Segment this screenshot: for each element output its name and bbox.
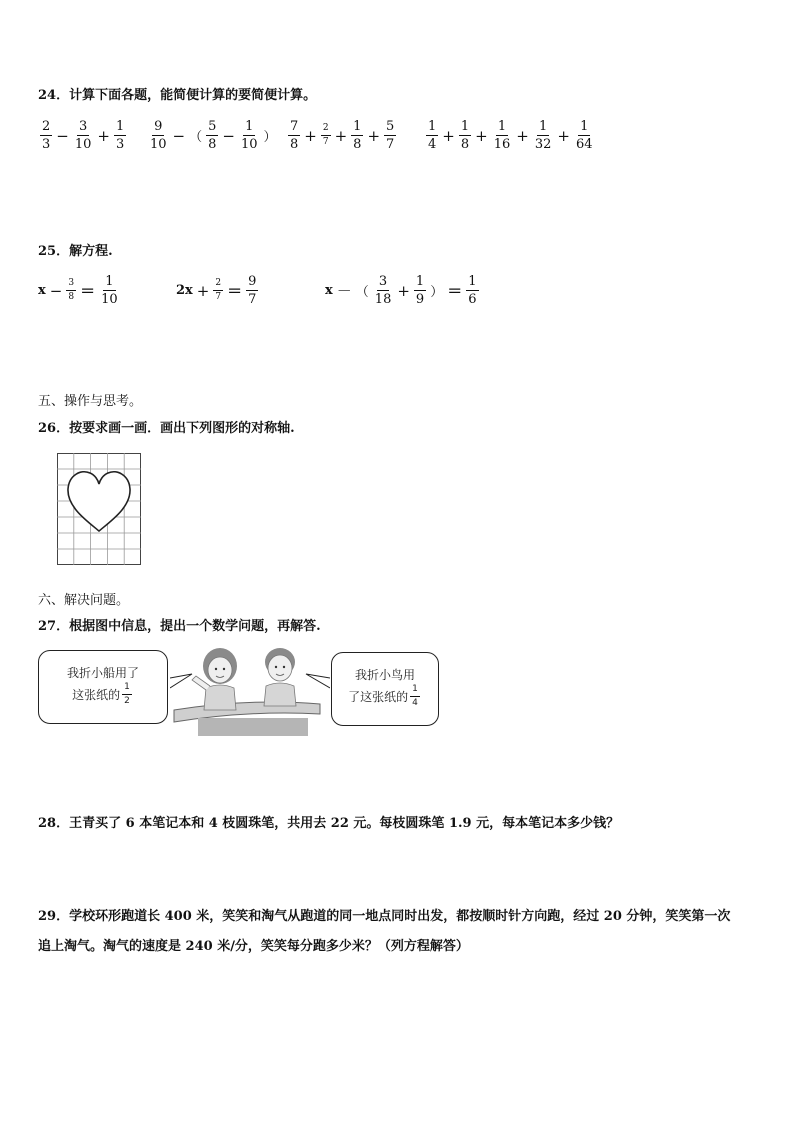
denominator: 3 [115, 137, 125, 152]
denominator: 7 [248, 292, 257, 307]
numerator: 5 [386, 119, 395, 134]
fraction [246, 275, 258, 306]
fraction [122, 683, 132, 706]
denominator: 8 [290, 137, 299, 152]
left-paren: （ [189, 130, 203, 145]
table-front [198, 718, 308, 736]
denominator: 32 [534, 137, 552, 152]
q29-line-1: 29．学校环形跑道长 400 米，笑笑和淘气从跑道的同一地点同时出发，都按顺时针方向跑，经过 20 分钟，笑笑第一次 [38, 909, 731, 924]
denominator: 8 [208, 137, 217, 152]
numerator: 9 [154, 119, 163, 134]
right-paren: ） [430, 285, 444, 300]
denominator: 10 [150, 137, 167, 152]
girl-face [208, 657, 232, 683]
denominator: 7 [215, 292, 222, 302]
operator: + [516, 126, 529, 145]
operator: + [304, 126, 317, 145]
q25-equation-1 [38, 275, 122, 306]
denominator: 9 [415, 292, 425, 307]
boy-figure [264, 648, 296, 706]
denominator: 3 [42, 137, 51, 152]
numerator: 2 [213, 279, 223, 291]
operator: − [172, 126, 186, 145]
numerator: 1 [580, 119, 589, 134]
heart-shape [68, 472, 130, 531]
operator: − [49, 281, 63, 300]
fraction [213, 279, 223, 302]
denominator: 16 [493, 137, 511, 152]
equals-sign: ＝ [227, 282, 243, 300]
numerator: 1 [353, 119, 362, 134]
fraction [288, 120, 300, 151]
denominator: 4 [412, 698, 418, 708]
fraction [66, 279, 76, 302]
numerator: 1 [245, 119, 254, 134]
denominator: 8 [460, 137, 470, 152]
denominator: 2 [124, 696, 130, 706]
operator: + [367, 126, 381, 145]
fraction [99, 275, 120, 306]
boy-face [268, 655, 292, 681]
bubble-text: 这张纸的 [72, 687, 121, 702]
numerator: 2 [321, 124, 331, 136]
operator: + [196, 281, 210, 300]
denominator: 10 [241, 137, 258, 152]
operator: + [97, 126, 110, 145]
children-illustration [170, 640, 330, 736]
variable: x [325, 283, 333, 298]
left-bubble-tail [170, 674, 192, 688]
q25-equation-2 [176, 275, 260, 306]
numerator: 9 [248, 274, 257, 289]
equals-sign: ＝ [447, 282, 463, 300]
fraction [410, 685, 420, 708]
numerator: 1 [410, 685, 420, 697]
q24-expr-2 [146, 120, 279, 151]
section-six-heading: 六、解决问题。 [38, 593, 130, 608]
right-bubble-tail [306, 674, 330, 688]
operator: － [336, 282, 352, 300]
fraction [574, 120, 595, 151]
denominator: 7 [322, 137, 329, 147]
q26-title: 26．按要求画一画．画出下列图形的对称轴. [38, 421, 295, 436]
left-speech-bubble [38, 650, 168, 724]
fraction [40, 120, 52, 151]
numerator: 1 [468, 274, 477, 289]
operator: + [397, 281, 410, 300]
left-paren: （ [355, 285, 369, 300]
operator: + [442, 126, 455, 145]
variable: x [38, 283, 46, 298]
q24-expr-4 [424, 120, 597, 151]
q29-line-2: 追上淘气。淘气的速度是 240 米/分，笑笑每分跑多少米？（列方程解答） [38, 939, 469, 954]
boy-shirt [264, 683, 296, 706]
q28-text: 28．王青买了 6 本笔记本和 4 枝圆珠笔，共用去 22 元。每枝圆珠笔 1.9 元，每本笔记本多少钱？ [38, 816, 620, 831]
fraction [533, 120, 554, 151]
fraction [73, 120, 94, 151]
bubble-text: 我折小船用了 [66, 666, 139, 680]
q25-equation-3 [325, 275, 481, 306]
numerator: 3 [78, 119, 88, 134]
girl-shirt [204, 685, 236, 710]
girl-arm [192, 676, 210, 690]
denominator: 10 [101, 292, 118, 307]
operator: + [334, 126, 348, 145]
denominator: 8 [353, 137, 362, 152]
fraction [466, 275, 478, 306]
numerator: 1 [497, 119, 507, 134]
fraction [414, 275, 426, 306]
bubble-line-2 [332, 685, 438, 708]
denominator: 18 [374, 292, 392, 307]
denominator: 6 [468, 292, 477, 307]
girl-figure [192, 648, 237, 710]
fraction [426, 120, 438, 151]
fraction [239, 120, 260, 151]
numerator: 1 [105, 274, 114, 289]
operator: + [557, 126, 570, 145]
numerator: 2 [42, 119, 51, 134]
fraction [384, 120, 396, 151]
bubble-line-1 [332, 665, 438, 685]
right-paren: ） [263, 130, 277, 145]
q27-title: 27．根据图中信息，提出一个数学问题，再解答. [38, 619, 321, 634]
numerator: 1 [115, 119, 125, 134]
operator: + [475, 126, 488, 145]
equals-sign: ＝ [80, 282, 96, 300]
fraction [148, 120, 169, 151]
denominator: 64 [575, 137, 593, 152]
fraction [114, 120, 126, 151]
bubble-text: 我折小鸟用 [354, 668, 415, 682]
fraction [492, 120, 513, 151]
numerator: 1 [538, 119, 548, 134]
numerator: 1 [428, 119, 437, 134]
fraction [206, 120, 218, 151]
variable: 2x [176, 283, 193, 298]
right-speech-bubble [331, 652, 439, 726]
bubble-text: 了这张纸的 [348, 689, 409, 704]
numerator: 3 [378, 274, 388, 289]
section-five-heading: 五、操作与思考。 [38, 394, 143, 409]
operator: − [56, 126, 69, 145]
bubble-line-1 [39, 663, 167, 683]
fraction [321, 124, 331, 147]
operator: − [222, 126, 235, 145]
denominator: 7 [386, 137, 395, 152]
numerator: 1 [460, 119, 470, 134]
bubble-line-2 [39, 683, 167, 706]
denominator: 8 [68, 292, 75, 302]
denominator: 10 [74, 137, 92, 152]
numerator: 7 [290, 119, 299, 134]
q24-expr-1 [38, 120, 128, 151]
heart-grid-figure [57, 453, 141, 565]
q24-title: 24．计算下面各题，能简便计算的要简便计算。 [38, 88, 317, 103]
fraction [373, 275, 394, 306]
numerator: 3 [66, 279, 76, 291]
numerator: 5 [208, 119, 217, 134]
numerator: 1 [415, 274, 425, 289]
fraction [459, 120, 471, 151]
denominator: 4 [428, 137, 437, 152]
q24-expr-3 [286, 120, 398, 151]
numerator: 1 [122, 683, 132, 695]
fraction [351, 120, 363, 151]
q25-title: 25．解方程. [38, 244, 113, 259]
